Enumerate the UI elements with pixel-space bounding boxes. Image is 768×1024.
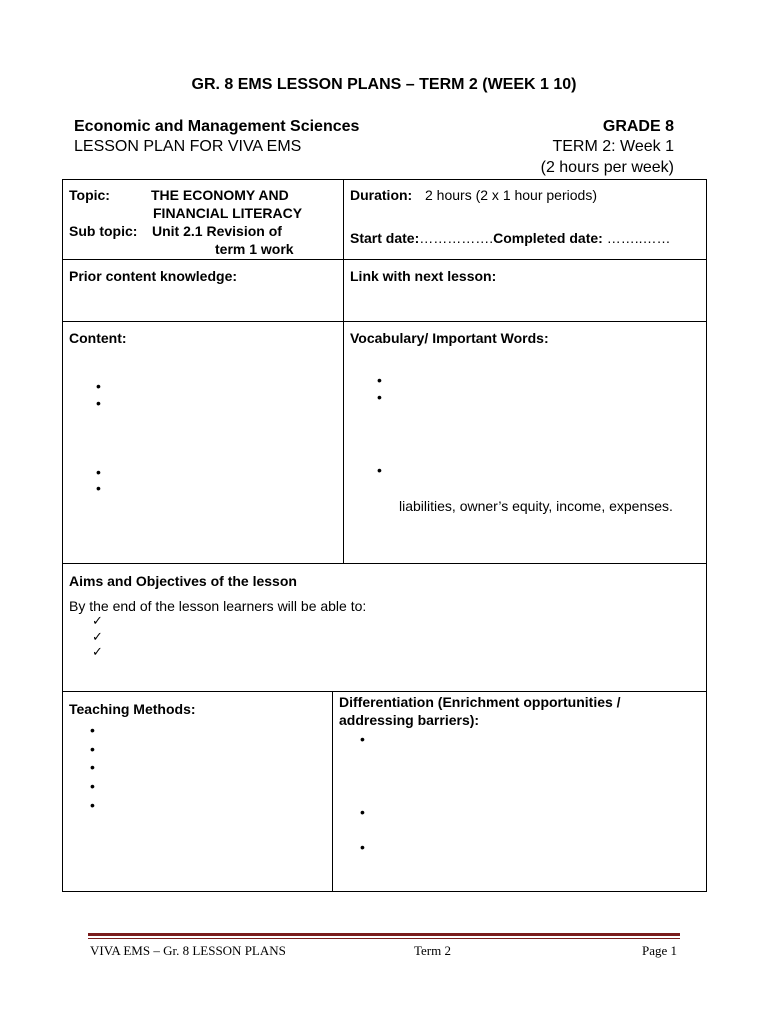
footer-page-number: Page 1 [641,943,677,958]
prior-knowledge-cell [62,259,344,322]
subtopic-value-line-2: term 1 work [215,241,294,257]
completed-date-value: ……..…… [602,230,671,246]
vocabulary-label: Vocabulary/ Important Words: [350,330,549,346]
check-icon: ✓ [92,644,103,659]
hours-label: (2 hours per week) [540,159,674,176]
content-label: Content: [69,330,127,346]
topic-value-line-2: FINANCIAL LITERACY [153,205,303,221]
lesson-plan-label: LESSON PLAN FOR VIVA EMS [74,138,302,155]
topic-label: Topic: [69,187,110,203]
differentiation-cell [332,691,707,892]
check-icon: ✓ [92,629,103,644]
aims-label: Aims and Objectives of the lesson [69,573,297,589]
footer-rule-thin [88,938,680,939]
vocabulary-bullet: • [377,389,382,405]
subject-name: Economic and Management Sciences [74,118,360,135]
teaching-bullet: • [90,722,95,738]
start-date-label: Start date: [350,230,420,246]
teaching-methods-label: Teaching Methods: [69,701,196,717]
differentiation-bullet: • [360,839,365,855]
duration-label: Duration: [350,187,413,203]
aims-cell [62,563,707,692]
dates-line [350,230,670,246]
content-bullet: • [96,395,101,411]
prior-knowledge-label: Prior content knowledge: [69,268,238,284]
subtopic-label: Sub topic: [69,223,138,239]
teaching-bullet: • [90,797,95,813]
term-week-label: TERM 2: Week 1 [552,138,674,155]
subtopic-value-line-1: Unit 2.1 Revision of [152,223,282,239]
grade-label: GRADE 8 [602,118,674,135]
vocabulary-text: liabilities, owner’s equity, income, expenses. [399,498,673,514]
completed-date-label: Completed date: [493,230,603,246]
teaching-methods-cell [62,691,333,892]
teaching-bullet: • [90,759,95,775]
teaching-bullet: • [90,778,95,794]
vocabulary-bullet: • [377,372,382,388]
vocabulary-cell [343,321,707,564]
link-next-lesson-label: Link with next lesson: [350,268,497,284]
aims-intro: By the end of the lesson learners will be able to: [69,598,367,614]
duration-value: 2 hours (2 x 1 hour periods) [425,187,597,203]
content-bullet: • [96,464,101,480]
content-bullet: • [96,378,101,394]
vocabulary-bullet: • [377,462,382,478]
teaching-bullet: • [90,741,95,757]
differentiation-bullet: • [360,804,365,820]
differentiation-label-line-1: Differentiation (Enrichment opportunities / [339,694,621,710]
link-next-lesson-cell [343,259,707,322]
differentiation-bullet: • [360,731,365,747]
footer-center: Term 2 [414,943,451,958]
topic-value-line-1: THE ECONOMY AND [151,187,289,203]
footer-rule-thick [88,933,680,936]
check-icon: ✓ [92,613,103,628]
start-date-value: ……………. [419,230,494,246]
content-bullet: • [96,480,101,496]
document-title: GR. 8 EMS LESSON PLANS – TERM 2 (WEEK 1 10) [191,76,577,93]
content-cell [62,321,344,564]
topic-cell [62,179,344,260]
duration-cell [343,179,707,260]
differentiation-label-line-2: addressing barriers): [339,712,480,728]
footer-left: VIVA EMS – Gr. 8 LESSON PLANS [90,943,286,958]
